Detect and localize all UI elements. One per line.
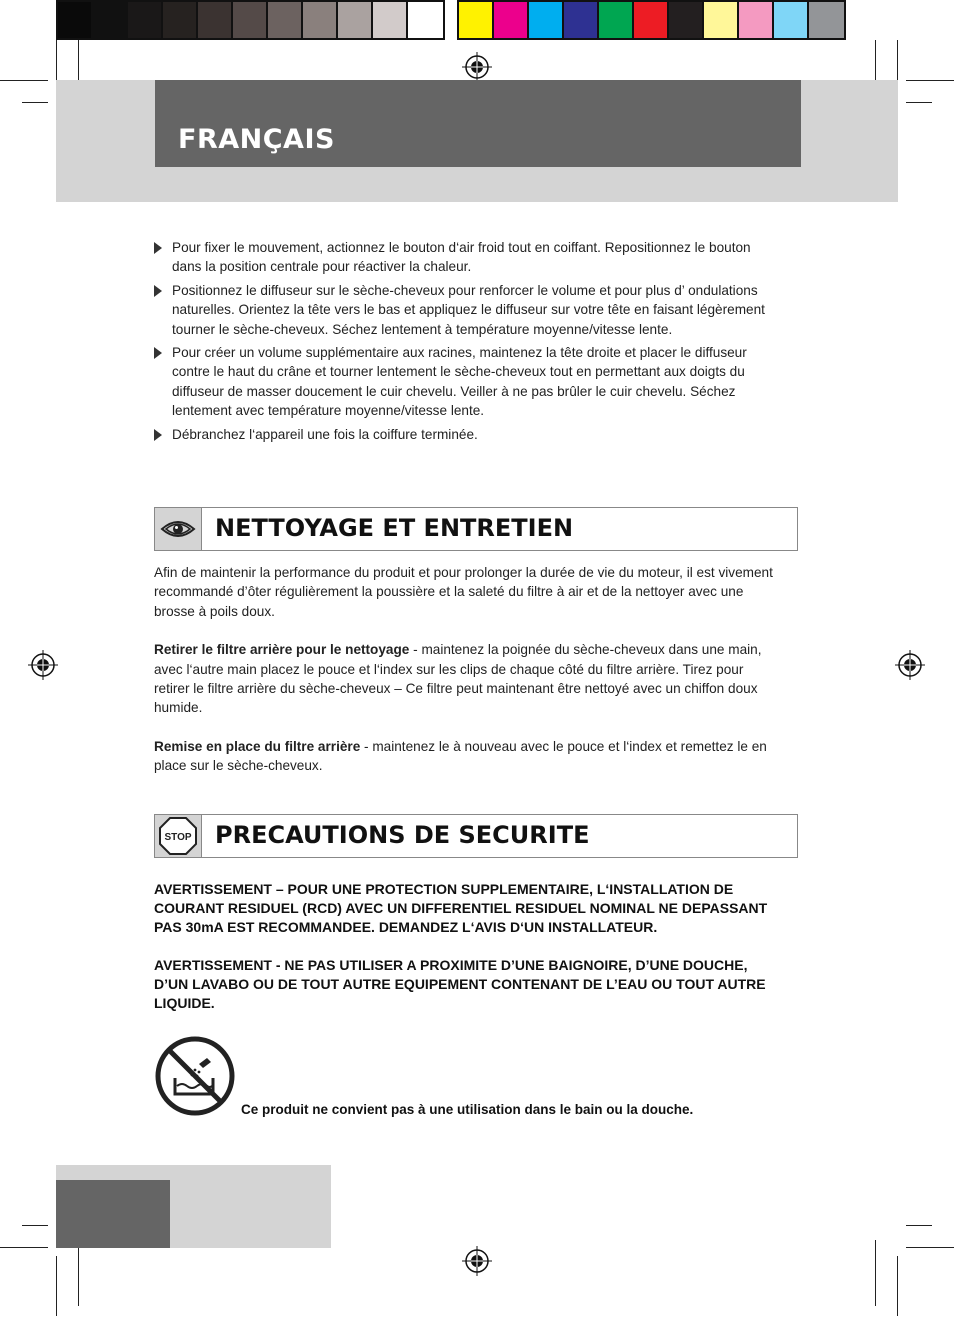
- warning-water: AVERTISSEMENT - NE PAS UTILISER A PROXIMITE D’UNE BAIGNOIRE, D’UNE DOUCHE, D’UN LAVABO OU DE TOUT AUTRE EQUIPEMENT CONTENANT DE L’EAU OU TOUT AUTRE LIQUIDE.: [154, 957, 766, 1011]
- cleaning-section-header: [154, 507, 798, 551]
- list-item: [154, 238, 774, 277]
- crop-mark: [0, 80, 48, 81]
- crop-mark: [78, 1240, 79, 1306]
- stop-sign-icon: [155, 815, 202, 857]
- footer-page-box: [56, 1180, 170, 1248]
- grey-swatch: [408, 2, 443, 38]
- instruction-list: [154, 238, 774, 448]
- grey-swatch: [268, 2, 303, 38]
- crop-mark: [875, 1240, 876, 1306]
- no-bath-shower-icon: [155, 1036, 235, 1116]
- registration-mark-icon: [462, 1246, 492, 1276]
- registration-mark-icon: [462, 52, 492, 82]
- bullet-arrow-icon: [154, 285, 162, 297]
- grey-swatch: [233, 2, 268, 38]
- grey-swatch: [198, 2, 233, 38]
- color-swatch: [704, 2, 739, 38]
- bullet-arrow-icon: [154, 347, 162, 359]
- grey-swatch: [373, 2, 408, 38]
- crop-mark: [906, 1247, 954, 1248]
- page-title: FRANÇAIS: [178, 124, 335, 155]
- crop-mark: [22, 102, 48, 103]
- refit-filter-text: - maintenez le à nouveau avec le pouce et l‘index et remettez le en place sur le sèche-cheveux.: [154, 738, 767, 774]
- color-swatch: [739, 2, 774, 38]
- bullet-arrow-icon: [154, 429, 162, 441]
- safety-section-header: [154, 814, 798, 858]
- color-calibration-bar: [56, 0, 846, 40]
- grey-swatch: [58, 2, 93, 38]
- crop-mark: [906, 80, 954, 81]
- crop-mark: [897, 1256, 898, 1316]
- remove-filter-paragraph: [154, 640, 774, 718]
- crop-mark: [22, 1225, 48, 1226]
- list-item: [154, 281, 774, 339]
- section-title: NETTOYAGE ET ENTRETIEN: [215, 514, 574, 542]
- process-swatch-group: [457, 0, 846, 40]
- color-swatch: [494, 2, 529, 38]
- color-swatch: [529, 2, 564, 38]
- crop-mark: [906, 102, 932, 103]
- registration-mark-icon: [895, 650, 925, 680]
- color-swatch: [809, 2, 844, 38]
- crop-mark: [906, 1225, 932, 1226]
- color-swatch: [564, 2, 599, 38]
- grey-swatch: [93, 2, 128, 38]
- grey-swatch: [163, 2, 198, 38]
- list-item: [154, 343, 774, 421]
- grey-swatch: [303, 2, 338, 38]
- registration-mark-icon: [28, 650, 58, 680]
- list-item-text: Pour fixer le mouvement, actionnez le bouton d‘air froid tout en coiffant. Repositionnez le bouton dans la position centrale pour réactiver la chaleur.: [172, 240, 751, 275]
- cleaning-section-body: [154, 563, 774, 795]
- color-swatch: [459, 2, 494, 38]
- color-swatch: [634, 2, 669, 38]
- crop-mark: [56, 1256, 57, 1316]
- remove-filter-text: - maintenez la poignée du sèche-cheveux dans une main, avec l‘autre main placez le pouce et l‘index sur les clips de chaque côté du filtre arrière. Tirez pour retirer le filtre arrière du sèche-cheveux – Ce filtre peut maintenant être nettoyé avec un chiffon doux humide.: [154, 642, 762, 716]
- eye-icon: [155, 508, 202, 550]
- list-item: [154, 425, 774, 444]
- grey-swatch: [128, 2, 163, 38]
- cleaning-intro: Afin de maintenir la performance du produit et pour prolonger la durée de vie du moteur, il est vivement recommandé d’ôter régulièrement la poussière et la saleté du filtre à air et de la nettoyer avec une brosse à poils doux.: [154, 565, 773, 619]
- warning-rcd: AVERTISSEMENT – POUR UNE PROTECTION SUPPLEMENTAIRE, L‘INSTALLATION DE COURANT RESIDUEL (RCD) AVEC UN DIFFERENTIEL RESIDUEL NOMINAL NE DEPASSANT PAS 30mA EST RECOMMANDEE. DEMANDEZ L‘AVIS D‘UN INSTALLATEUR.: [154, 881, 768, 935]
- bullet-arrow-icon: [154, 242, 162, 254]
- refit-filter-heading: Remise en place du filtre arrière: [154, 738, 361, 754]
- list-item-text: Positionnez le diffuseur sur le sèche-cheveux pour renforcer le volume et pour plus d’ ondulations naturelles. Orientez la tête vers le bas et appliquez le diffuseur sur votre tête en faisant légèrement tourner le sèche-cheveux. Séchez lentement à température moyenne/vitesse lente.: [172, 282, 765, 337]
- list-item-text: Débranchez l‘appareil une fois la coiffure terminée.: [172, 426, 478, 442]
- refit-filter-paragraph: [154, 737, 774, 776]
- grey-swatch-group: [56, 0, 445, 40]
- bath-warning-caption: Ce produit ne convient pas à une utilisation dans le bain ou la douche.: [241, 1102, 694, 1117]
- color-swatch: [599, 2, 634, 38]
- section-title: PRECAUTIONS DE SECURITE: [215, 821, 590, 849]
- crop-mark: [0, 1247, 48, 1248]
- color-swatch: [669, 2, 704, 38]
- safety-warnings: [154, 880, 784, 1032]
- list-item-text: Pour créer un volume supplémentaire aux racines, maintenez la tête droite et placer le diffuseur contre le haut du crâne et tourner lentement le sèche-cheveux tout en permettant aux doigts du diffuseur de masser doucement le cuir chevelu. Veiller à ne pas brûler le cuir chevelu. Séchez lentement avec température moyenne/vitesse lente.: [172, 345, 747, 419]
- stop-sign-label: STOP: [164, 832, 192, 843]
- color-swatch: [774, 2, 809, 38]
- remove-filter-heading: Retirer le filtre arrière pour le nettoyage: [154, 642, 410, 658]
- grey-swatch: [338, 2, 373, 38]
